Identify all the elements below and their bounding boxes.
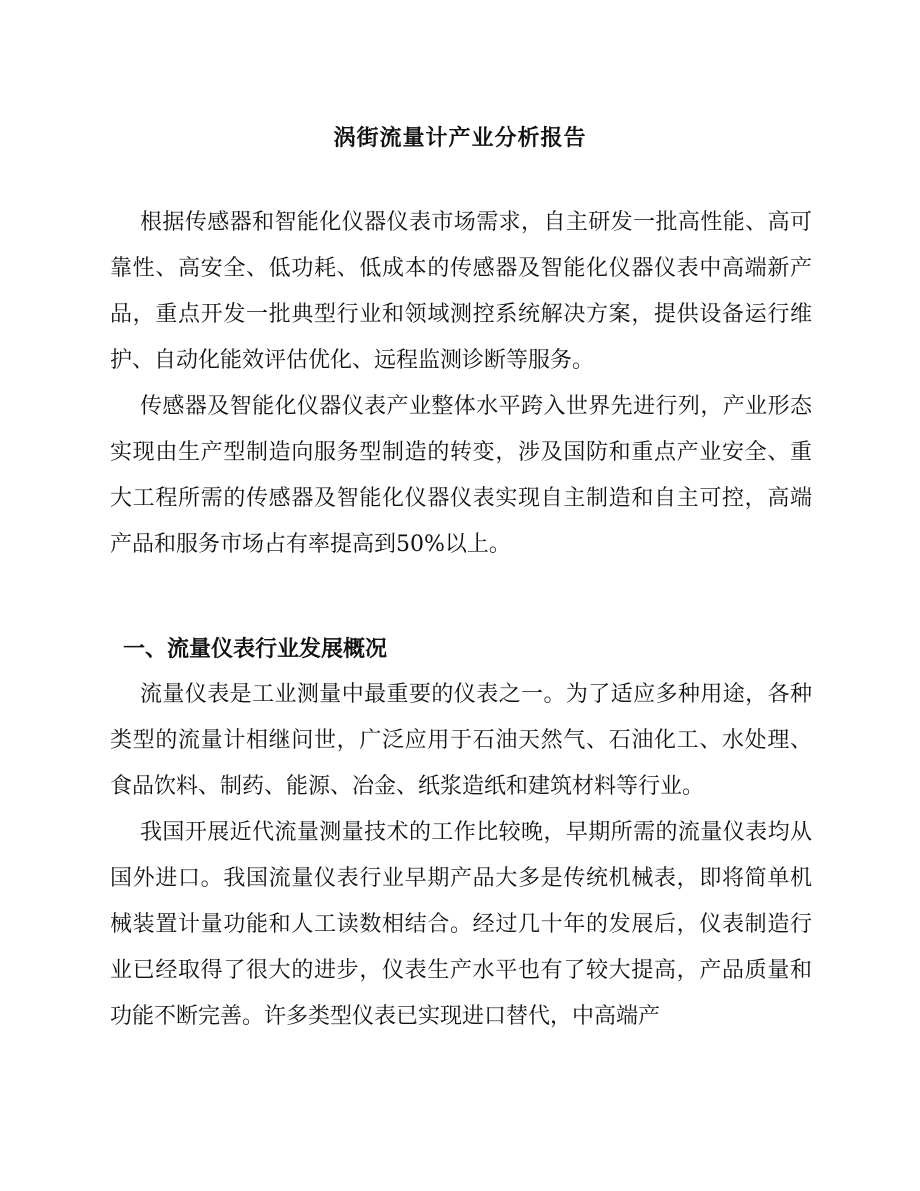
paragraph-sensor-demand: 根据传感器和智能化仪器仪表市场需求，自主研发一批高性能、高可靠性、高安全、低功耗、低成本的传感器及智能化仪器仪表中高端新产品，重点开发一批典型行业和领域测控系统解决方案，提供设备运行维护、自动化能效评估优化、远程监测诊断等服务。	[110, 210, 812, 373]
paragraph-industry-level: 传感器及智能化仪器仪表产业整体水平跨入世界先进行列，产业形态实现由生产型制造向服务型制造的转变，涉及国防和重点产业安全、重大工程所需的传感器及智能化仪器仪表实现自主制造和自主可控，高端产品和服务市场占有率提高到50%以上。	[110, 394, 812, 557]
paragraph-flow-meter-history: 我国开展近代流量测量技术的工作比较晚，早期所需的流量仪表均从国外进口。我国流量仪表行业早期产品大多是传统机械表，即将简单机械装置计量功能和人工读数相结合。经过几十年的发展后，仪表制造行业已经取得了很大的进步，仪表生产水平也有了较大提高，产品质量和功能不断完善。许多类型仪表已实现进口替代，中高端产	[110, 820, 812, 1029]
section-heading-flow-meter-overview: 一、流量仪表行业发展概况	[123, 636, 388, 662]
paragraph-flow-meter-importance: 流量仪表是工业测量中最重要的仪表之一。为了适应多种用途，各种类型的流量计相继问世，广泛应用于石油天然气、石油化工、水处理、食品饮料、制药、能源、冶金、纸浆造纸和建筑材料等行业。	[110, 682, 812, 799]
document-title: 涡街流量计产业分析报告	[333, 125, 587, 151]
